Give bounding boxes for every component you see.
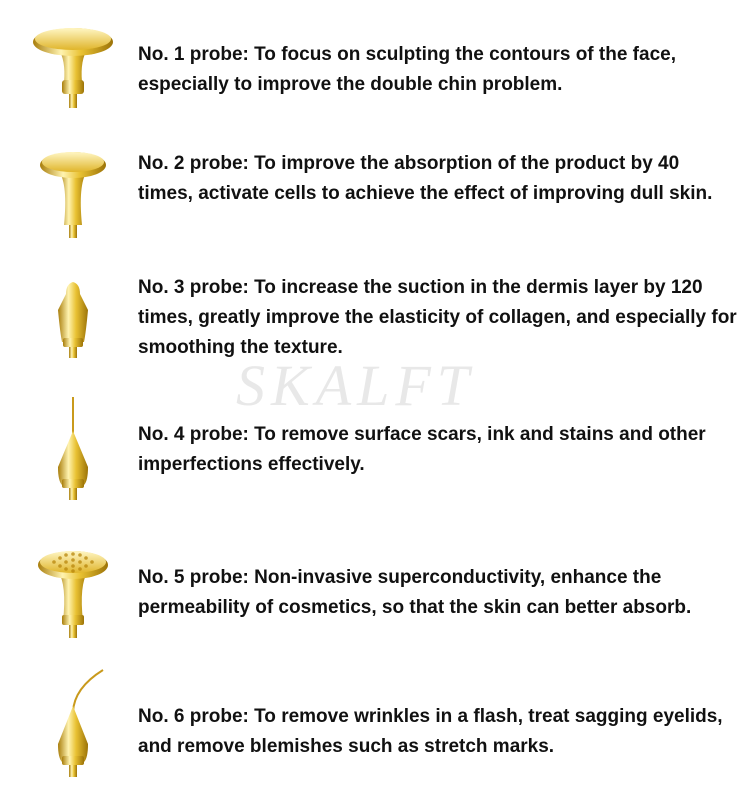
probe-description: No. 1 probe: To focus on sculpting the contours of the face, especially to improve the double chin problem. <box>138 44 676 95</box>
probe-description: No. 4 probe: To remove surface scars, ink and stains and other imperfections effectively. <box>138 424 706 475</box>
curved-needle-probe-icon <box>28 668 118 780</box>
flat-disc-probe-icon <box>28 20 118 112</box>
probe-description: No. 5 probe: Non-invasive superconductivity, enhance the permeability of cosmetics, so that the skin can better absorb. <box>138 567 692 618</box>
watermark: SKALFT <box>236 353 476 418</box>
bullet-probe-icon <box>28 280 118 360</box>
textured-disc-probe-icon <box>28 545 118 641</box>
probe-description: No. 3 probe: To increase the suction in the dermis layer by 120 times, greatly improve the elasticity of collagen, and especially for smoothing the texture. <box>138 277 737 358</box>
probe-description: No. 2 probe: To improve the absorption of the product by 40 times, activate cells to achieve the effect of improving dull skin. <box>138 153 713 204</box>
small-disc-probe-icon <box>28 145 118 240</box>
needle-probe-icon <box>28 395 118 503</box>
probe-description: No. 6 probe: To remove wrinkles in a flash, treat sagging eyelids, and remove blemishes such as stretch marks. <box>138 706 723 757</box>
